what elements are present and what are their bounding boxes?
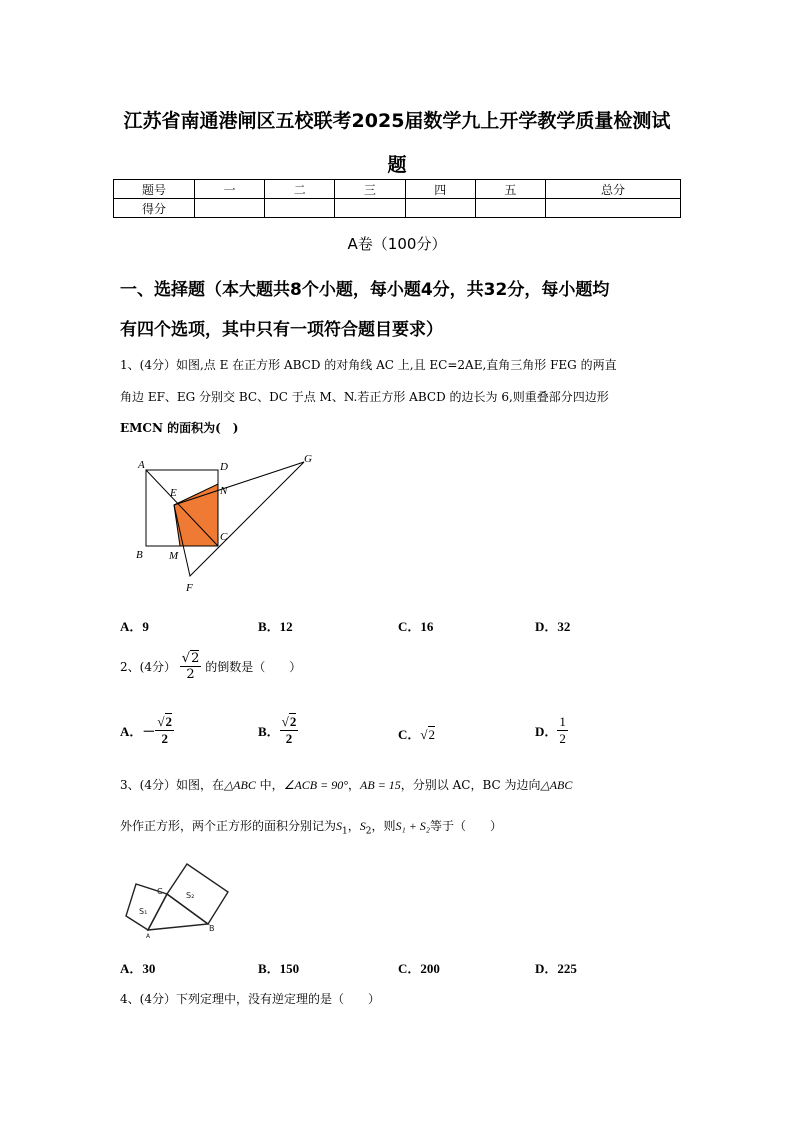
- radicand: 2: [428, 727, 436, 742]
- page-title: 江苏省南通港闸区五校联考2025届数学九上开学教学质量检测试: [123, 110, 671, 132]
- shaded-quadrilateral: [174, 484, 218, 546]
- fraction-sqrt2-over-2: $\frac{√2}{2}$: [157, 714, 173, 746]
- q3-text: ，则: [371, 819, 396, 833]
- table-cell: [265, 199, 335, 218]
- label-s2: S₂: [186, 891, 195, 900]
- label-c: C: [157, 887, 163, 896]
- option-c[interactable]: C．16: [398, 619, 434, 634]
- radicand: 2: [191, 651, 200, 666]
- label-s1: S₁: [139, 907, 148, 916]
- label-d: D: [220, 461, 228, 473]
- option-a[interactable]: A．30: [120, 961, 156, 976]
- table-row: [114, 180, 681, 199]
- label-f: F: [186, 582, 193, 594]
- table-cell: 三: [335, 180, 405, 199]
- denominator: 2: [559, 731, 566, 746]
- option-a[interactable]: [120, 714, 174, 747]
- label-a: A: [138, 459, 145, 471]
- option-b[interactable]: B．12: [258, 619, 293, 634]
- label-g: G: [304, 453, 312, 465]
- radicand: 2: [289, 714, 297, 729]
- section-heading: 一、选择题（本大题共8个小题，每小题4分，共32分，每小题均: [120, 280, 610, 300]
- question-1-line3: EMCN 的面积为( ): [120, 421, 239, 435]
- q3-text: ，: [348, 778, 361, 792]
- option-d-label: D．: [535, 724, 558, 739]
- section-heading-cont: 有四个选项，其中只有一项符合题目要求）: [120, 320, 443, 340]
- question-1-line2: 角边 EF、EG 分别交 BC、DC 于点 M、N.若正方形 ABCD 的边长为 6,则重叠部分四边形: [120, 390, 609, 404]
- option-c[interactable]: C．√2: [398, 727, 436, 742]
- option-c[interactable]: C．200: [398, 961, 440, 976]
- label-n: N: [220, 485, 228, 497]
- angle-acb: ∠ACB = 90°: [283, 778, 349, 792]
- question-2: [120, 651, 301, 682]
- table-cell: [546, 199, 681, 218]
- question-2-suffix: 的倒数是（ ）: [205, 660, 302, 674]
- s1-sub: 1: [342, 826, 348, 837]
- fraction-1-over-2: [557, 714, 568, 747]
- question-1-line1: 1、(4分）如图,点 E 在正方形 ABCD 的对角线 AC 上,且 EC=2AE,直角三角形 FEG 的两直: [120, 358, 617, 372]
- option-d[interactable]: D．225: [535, 961, 577, 976]
- s2: S: [359, 819, 366, 833]
- s1: S: [336, 819, 343, 833]
- table-row: [114, 199, 681, 218]
- denominator: 2: [285, 731, 293, 746]
- question-3-line2: [120, 817, 502, 836]
- label-b: B: [209, 924, 215, 933]
- triangle-abc: △ABC: [540, 778, 573, 792]
- table-cell: [405, 199, 475, 218]
- sum-s1-s2: S₁ + S₂: [395, 819, 430, 833]
- question-2-prefix: 2、(4分）: [120, 660, 176, 674]
- score-table: [113, 179, 681, 218]
- denominator: 2: [186, 667, 195, 682]
- s2-sub: 2: [365, 826, 372, 837]
- table-cell: 五: [475, 180, 545, 199]
- label-c: C: [220, 531, 228, 543]
- radicand: 2: [165, 714, 173, 729]
- triangle-abc: △ABC: [223, 778, 256, 792]
- label-m: M: [169, 550, 179, 562]
- question-3-figure: [120, 858, 230, 938]
- table-cell: 四: [405, 180, 475, 199]
- label-a: A: [146, 933, 151, 938]
- question-4: 4、(4分）下列定理中，没有逆定理的是（ ）: [120, 992, 380, 1006]
- label-b: B: [136, 549, 143, 561]
- table-cell: 得分: [114, 199, 195, 218]
- q3-text: 中，: [255, 778, 284, 792]
- denominator: 2: [161, 731, 168, 746]
- paper-a-heading: A卷（100分）: [347, 235, 447, 253]
- option-b[interactable]: B．150: [258, 961, 300, 976]
- table-cell: [195, 199, 265, 218]
- table-cell: 题号: [114, 180, 195, 199]
- option-d[interactable]: D．32: [535, 619, 571, 634]
- minus-sign: －: [142, 724, 156, 739]
- numerator: 1: [559, 714, 566, 729]
- option-b[interactable]: [258, 714, 298, 747]
- page-title-cont: 题: [387, 154, 407, 176]
- q3-text: 3、(4分）如图，在: [120, 778, 224, 792]
- option-c-label: C．: [398, 727, 421, 742]
- fraction-sqrt2-over-2: $\frac{√2}{2}$: [181, 651, 200, 682]
- table-cell: [335, 199, 405, 218]
- q3-text: ，分别以 AC，BC 为边向: [400, 778, 541, 792]
- q3-text: 等于（ ）: [429, 819, 502, 833]
- q3-text: ，: [347, 819, 360, 833]
- option-a-label: A．: [120, 724, 143, 739]
- fraction-sqrt2-over-2: $\frac{√2}{2}$: [281, 714, 297, 746]
- table-cell: 二: [265, 180, 335, 199]
- option-a[interactable]: A．9: [120, 619, 149, 634]
- table-cell: 一: [195, 180, 265, 199]
- q3-text: 外作正方形，两个正方形的面积分别记为: [120, 819, 337, 833]
- ab-value: AB = 15: [360, 778, 401, 792]
- option-b-label: B．: [258, 724, 280, 739]
- option-d[interactable]: [535, 714, 568, 747]
- question-1-figure: [128, 448, 328, 598]
- square-s2: [167, 864, 228, 924]
- question-3-line1: [120, 776, 572, 793]
- table-cell: [475, 199, 545, 218]
- label-e: E: [170, 487, 177, 499]
- table-cell: 总分: [546, 180, 681, 199]
